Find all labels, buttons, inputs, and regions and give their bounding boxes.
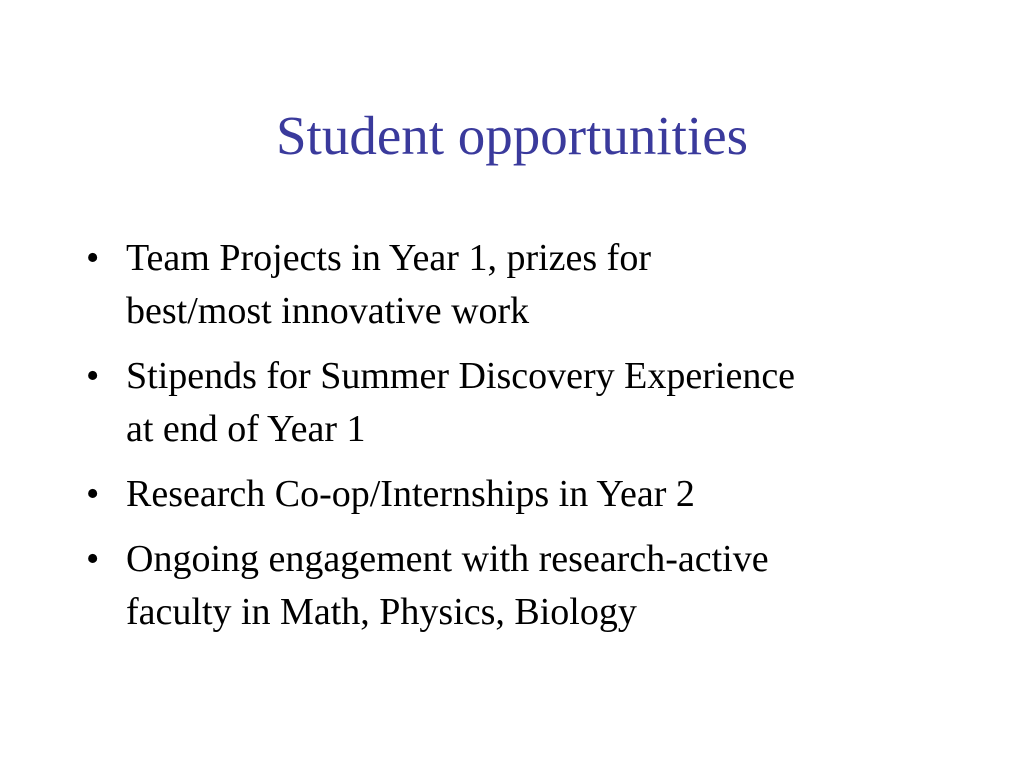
bullet-list bbox=[86, 232, 966, 651]
bullet-item bbox=[86, 533, 966, 639]
bullet-text: Ongoing engagement with research-active faculty in Math, Physics, Biology bbox=[126, 538, 769, 633]
bullet-item bbox=[86, 232, 966, 338]
bullet-text: Team Projects in Year 1, prizes for best/most innovative work bbox=[126, 237, 651, 332]
bullet-icon: • bbox=[86, 237, 100, 279]
bullet-icon: • bbox=[86, 538, 100, 580]
bullet-text: Research Co-op/Internships in Year 2 bbox=[126, 473, 695, 515]
bullet-text: Stipends for Summer Discovery Experience at end of Year 1 bbox=[126, 355, 796, 450]
bullet-item bbox=[86, 468, 966, 521]
bullet-icon: • bbox=[86, 473, 100, 515]
bullet-icon: • bbox=[86, 355, 100, 397]
bullet-item bbox=[86, 350, 966, 456]
slide-title: Student opportunities bbox=[275, 105, 749, 166]
